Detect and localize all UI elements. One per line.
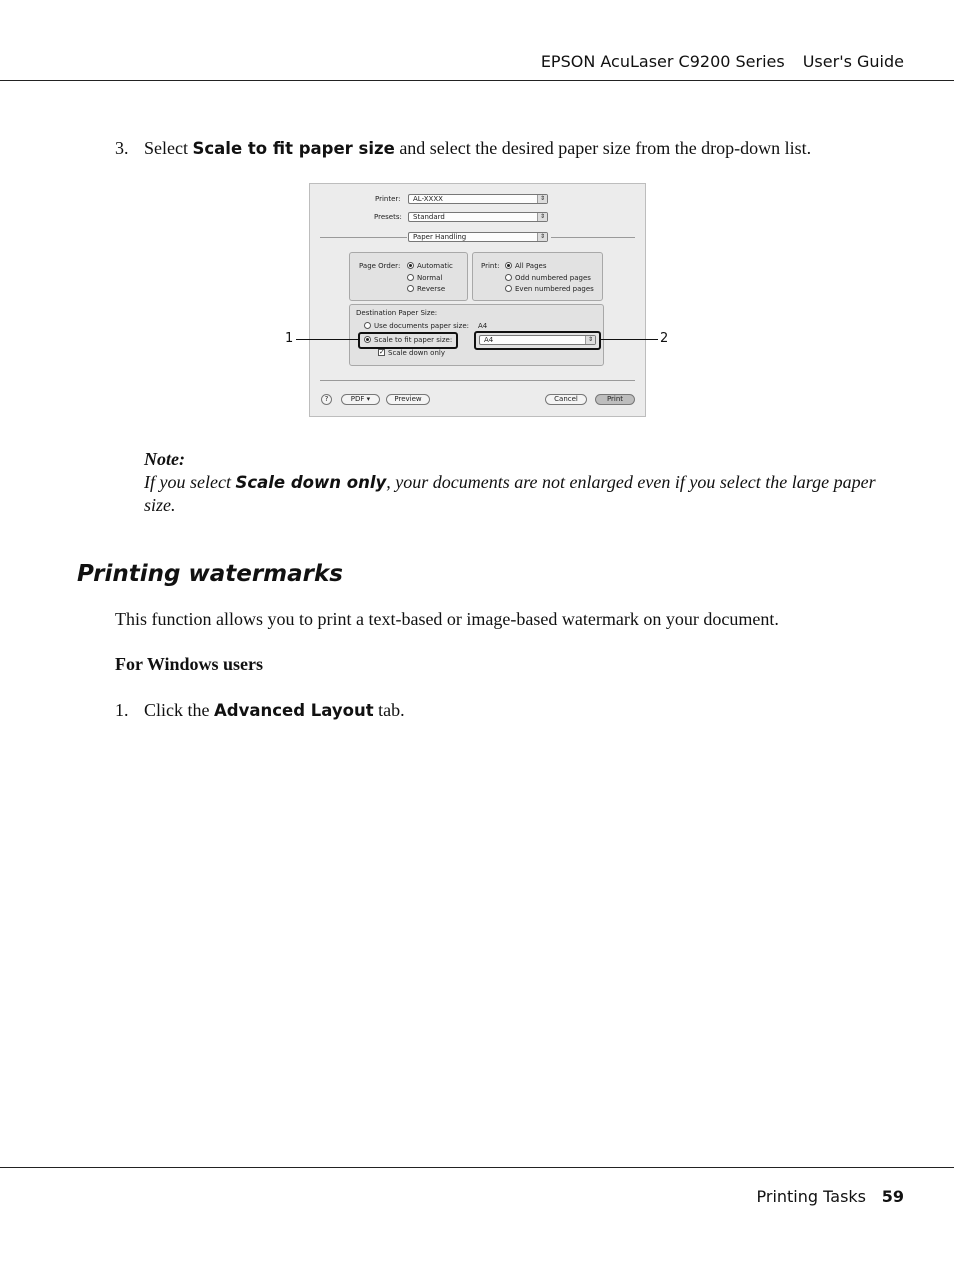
- pane-value: Paper Handling: [413, 233, 467, 241]
- divider: [551, 237, 635, 238]
- scale-down-label: Scale down only: [388, 349, 445, 357]
- use-doc-size-value: A4: [478, 322, 488, 330]
- cancel-button[interactable]: Cancel: [545, 394, 587, 405]
- updown-arrow-icon: ⇕: [537, 195, 547, 203]
- presets-value: Standard: [413, 213, 445, 221]
- callout-2-line: [600, 339, 658, 340]
- callout-1: 1: [285, 331, 294, 346]
- presets-label: Presets:: [374, 213, 402, 221]
- printer-select[interactable]: [408, 194, 548, 204]
- checkmark-icon: ✓: [379, 348, 385, 356]
- preview-button[interactable]: Preview: [386, 394, 430, 405]
- option-automatic: Automatic: [417, 262, 453, 270]
- header-title: [541, 52, 904, 71]
- section-heading: Printing watermarks: [77, 561, 343, 587]
- step-text-after: and select the desired paper size from the drop-down list.: [394, 138, 812, 158]
- callout-2: 2: [660, 331, 669, 346]
- highlight-scale-to-fit: [358, 332, 458, 349]
- scale-fit-value: A4: [484, 336, 494, 344]
- radio-use-doc-size[interactable]: [364, 322, 371, 329]
- updown-arrow-icon: ⇕: [585, 336, 595, 344]
- printer-value: AL-XXXX: [413, 195, 443, 203]
- step-text-after: tab.: [373, 700, 405, 720]
- divider: [320, 380, 635, 381]
- page-number: 59: [881, 1187, 904, 1206]
- radio-even-pages[interactable]: [505, 285, 512, 292]
- radio-all-pages[interactable]: [505, 262, 512, 269]
- pdf-button[interactable]: PDF ▾: [341, 394, 380, 405]
- step-number: 3.: [115, 138, 129, 158]
- page-header: [0, 50, 954, 81]
- step-text-before: Select: [144, 138, 193, 158]
- step-text: [144, 138, 811, 159]
- pane-select[interactable]: [408, 232, 548, 242]
- step-text: [144, 700, 405, 721]
- page-order-label: Page Order:: [359, 262, 401, 270]
- step-number: 1.: [115, 700, 129, 720]
- step-text-bold: Advanced Layout: [214, 701, 374, 720]
- page-footer: [0, 1167, 954, 1206]
- radio-automatic[interactable]: [407, 262, 414, 269]
- checkbox-scale-down[interactable]: [378, 349, 385, 356]
- note-label: Note:: [144, 449, 185, 469]
- callout-1-line: [296, 339, 358, 340]
- option-even-pages: Even numbered pages: [515, 285, 594, 293]
- footer-section: Printing Tasks: [756, 1187, 866, 1206]
- note-text-after: , your documents are not enlarged even if you select the large paper size.: [144, 472, 876, 515]
- print-button[interactable]: Print: [595, 394, 635, 405]
- subheading: For Windows users: [115, 654, 264, 674]
- divider: [320, 237, 407, 238]
- scale-fit-label: Scale to fit paper size:: [374, 336, 453, 344]
- header-guide: User's Guide: [802, 52, 904, 71]
- note-body: [144, 471, 884, 517]
- updown-arrow-icon: ⇕: [537, 213, 547, 221]
- radio-normal[interactable]: [407, 274, 414, 281]
- header-product: EPSON AcuLaser C9200 Series: [540, 52, 785, 71]
- help-button[interactable]: ?: [321, 394, 332, 405]
- option-all-pages: All Pages: [515, 262, 547, 270]
- note-text-before: If you select: [144, 472, 236, 492]
- print-dialog-figure: [309, 183, 646, 417]
- option-reverse: Reverse: [417, 285, 446, 293]
- printer-label: Printer:: [375, 195, 401, 203]
- presets-select[interactable]: [408, 212, 548, 222]
- step-text-bold: Scale to fit paper size: [192, 139, 395, 158]
- highlight-paper-size: [474, 331, 601, 350]
- print-label: Print:: [481, 262, 500, 270]
- updown-arrow-icon: ⇕: [537, 233, 547, 241]
- option-normal: Normal: [417, 274, 443, 282]
- section-paragraph: This function allows you to print a text-based or image-based watermark on your document.: [115, 609, 779, 629]
- step-text-before: Click the: [144, 700, 214, 720]
- destination-label: Destination Paper Size:: [356, 309, 438, 317]
- radio-reverse[interactable]: [407, 285, 414, 292]
- use-doc-size-label: Use documents paper size:: [374, 322, 470, 330]
- option-odd-pages: Odd numbered pages: [515, 274, 591, 282]
- note-text-bold: Scale down only: [235, 473, 387, 492]
- radio-odd-pages[interactable]: [505, 274, 512, 281]
